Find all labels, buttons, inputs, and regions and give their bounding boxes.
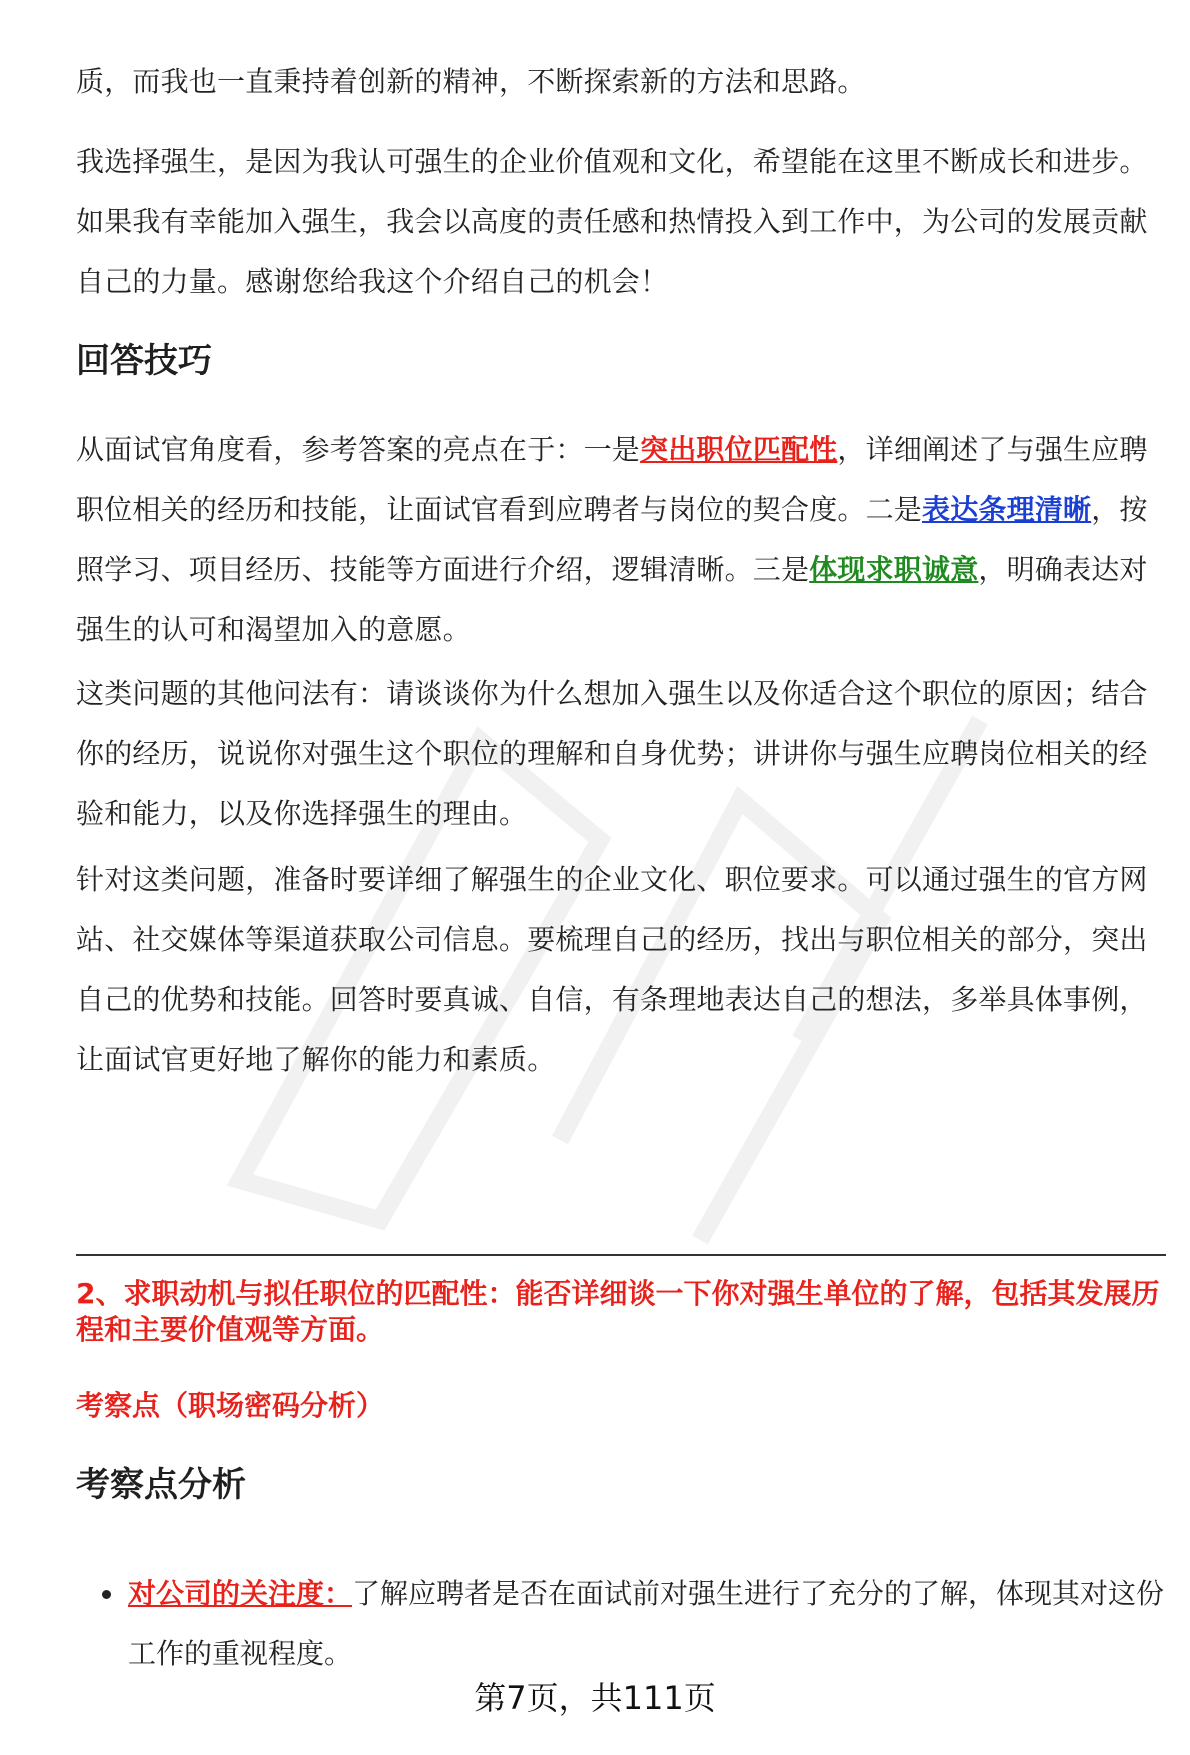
- tips-text-3: ，按照学习、项目经历、技能等方面进行介绍，逻辑清晰。三是: [76, 493, 1148, 586]
- tips-text-4: ，明确表达对强生的认可和渴望加入的意愿。: [76, 553, 1148, 646]
- paragraph-intro-end: 质，而我也一直秉持着创新的精神，不断探索新的方法和思路。: [76, 65, 866, 98]
- paragraph-other-questions: 这类问题的其他问法有：请谈谈你为什么想加入强生以及你适合这个职位的原因；结合你的经历，说说你对强生这个职位的理解和自身优势；讲讲你与强生应聘岗位相关的经验和能力，以及你选择强生的理由。: [76, 677, 1148, 830]
- highlight-job-match: 突出职位匹配性: [640, 433, 838, 466]
- highlight-clear-expression: 表达条理清晰: [922, 493, 1092, 526]
- paragraph-preparation: 针对这类问题，准备时要详细了解强生的企业文化、职位要求。可以通过强生的官方网站、社交媒体等渠道获取公司信息。要梳理自己的经历，找出与职位相关的部分，突出自己的优势和技能。回答时要真诚、自信，有条理地表达自己的想法，多举具体事例，让面试官更好地了解你的能力和素质。: [76, 863, 1148, 1076]
- tips-text-1: 从面试官角度看，参考答案的亮点在于：一是: [76, 433, 641, 466]
- page-footer: 第7页，共111页: [474, 1679, 716, 1717]
- question-2-heading: 2、求职动机与拟任职位的匹配性：能否详细谈一下你对强生单位的了解，包括其发展历程和主要价值观等方面。: [76, 1277, 1160, 1346]
- bullet-text-company-attention: 了解应聘者是否在面试前对强生进行了充分的了解，体现其对这份工作的重视程度。: [128, 1577, 1165, 1670]
- bullet-item-company-attention: [128, 1564, 1168, 1684]
- tips-text-2: ，详细阐述了与强生应聘职位相关的经历和技能，让面试官看到应聘者与岗位的契合度。二是: [76, 433, 1148, 526]
- paragraph-why-choose: 我选择强生，是因为我认可强生的企业价值观和文化，希望能在这里不断成长和进步。如果我有幸能加入强生，我会以高度的责任感和热情投入到工作中，为公司的发展贡献自己的力量。感谢您给我这个介绍自己的机会！: [76, 145, 1148, 298]
- highlight-sincerity: 体现求职诚意: [809, 553, 979, 586]
- section-divider: [76, 1254, 1166, 1256]
- examination-point-label: 考察点（职场密码分析）: [76, 1389, 385, 1422]
- section-title-answer-tips: 回答技巧: [76, 341, 212, 381]
- paragraph-answer-highlights: [76, 420, 1166, 660]
- section-title-examination-analysis: 考察点分析: [76, 1465, 246, 1505]
- bullet-label-company-attention: 对公司的关注度：: [128, 1577, 353, 1610]
- bullet-dot-icon: [102, 1590, 111, 1599]
